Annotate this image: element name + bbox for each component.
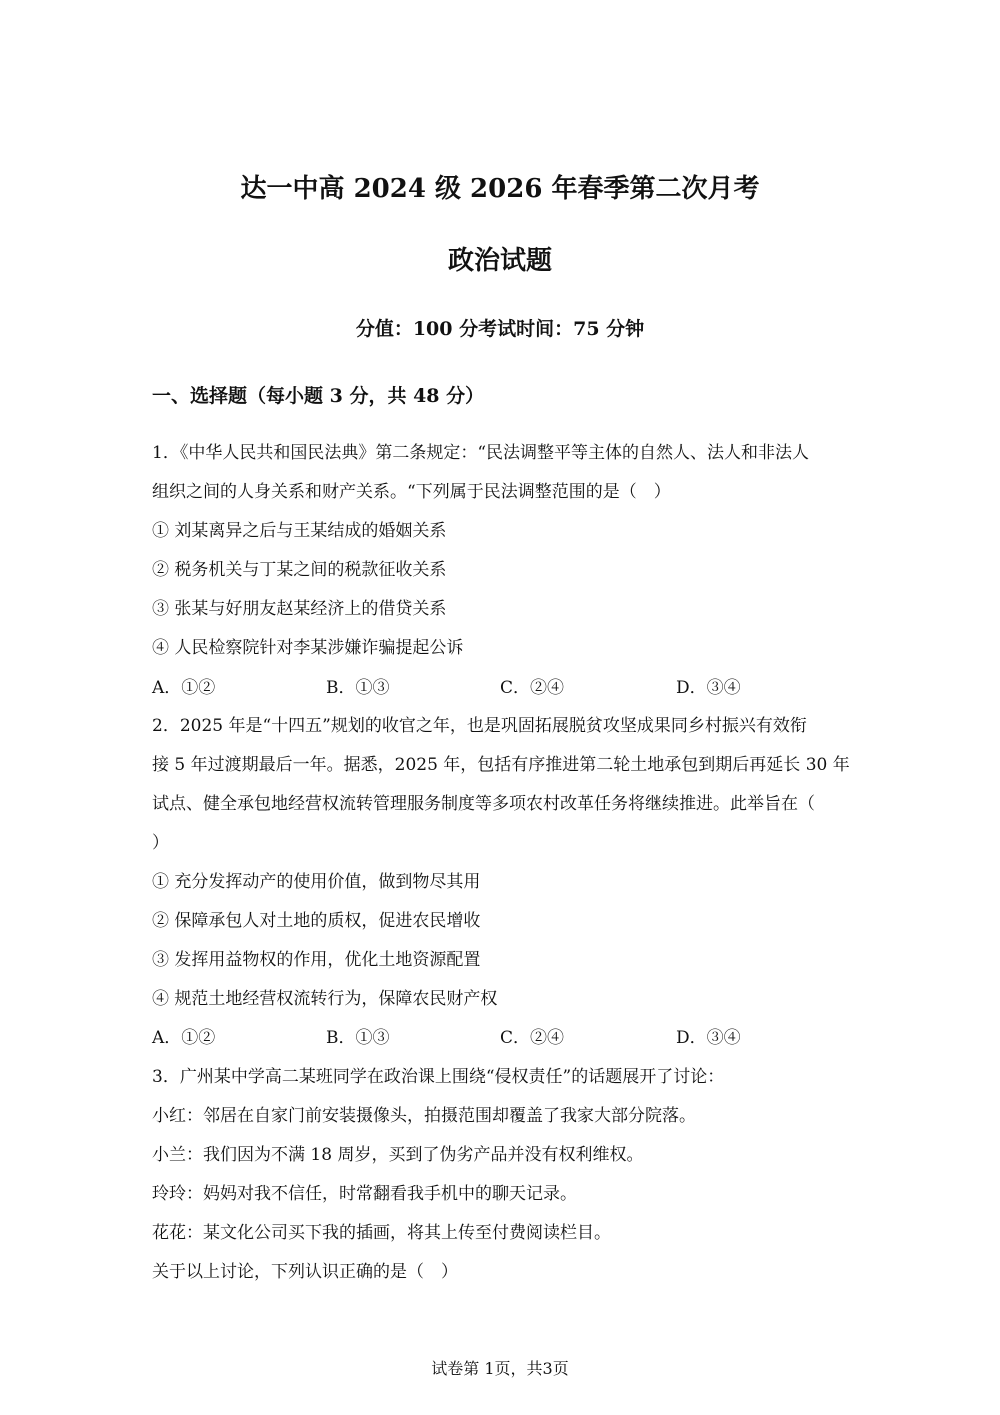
q1-statement-3: ③ 张某与好朋友赵某经济上的借贷关系 (152, 599, 447, 619)
subject-title: 政治试题 (447, 246, 552, 276)
q2-option-d: D．③④ (676, 1028, 741, 1048)
q2-stem-line-1: 2．2025 年是“十四五”规划的收官之年，也是巩固拓展脱贫攻坚成果同乡村振兴有效衔 (152, 716, 807, 736)
q1-statement-1: ① 刘某离异之后与王某结成的婚姻关系 (152, 521, 447, 541)
q2-stem-line-2: 接 5 年过渡期最后一年。据悉，2025 年，包括有序推进第二轮土地承包到期后再延长 30 年 (152, 755, 850, 775)
q1-stem-line-1: 1．《中华人民共和国民法典》第二条规定：“民法调整平等主体的自然人、法人和非法人 (152, 443, 810, 463)
q3-discussion-3: 玲玲：妈妈对我不信任，时常翻看我手机中的聊天记录。 (152, 1184, 577, 1204)
q3-stem: 3．广州某中学高二某班同学在政治课上围绕“侵权责任”的话题展开了讨论： (152, 1067, 725, 1087)
q1-statement-4: ④ 人民检察院针对李某涉嫌诈骗提起公诉 (152, 638, 464, 658)
q2-option-a: A．①② (152, 1028, 216, 1048)
q2-option-b: B．①③ (326, 1028, 390, 1048)
q2-statement-2: ② 保障承包人对土地的质权，促进农民增收 (152, 911, 481, 931)
q3-prompt: 关于以上讨论，下列认识正确的是（ ） (152, 1262, 458, 1282)
q2-stem-line-4: ） (152, 833, 169, 853)
exam-title: 达一中高 2024 级 2026 年春季第二次月考 (240, 174, 760, 204)
q2-statement-4: ④ 规范土地经营权流转行为，保障农民财产权 (152, 989, 498, 1009)
q2-statement-3: ③ 发挥用益物权的作用，优化土地资源配置 (152, 950, 481, 970)
q3-discussion-1: 小红：邻居在自家门前安装摄像头，拍摄范围却覆盖了我家大部分院落。 (152, 1106, 696, 1126)
q1-statement-2: ② 税务机关与丁某之间的税款征收关系 (152, 560, 447, 580)
q2-stem-line-3: 试点、健全承包地经营权流转管理服务制度等多项农村改革任务将继续推进。此举旨在（ (152, 794, 815, 814)
q3-discussion-4: 花花：某文化公司买下我的插画，将其上传至付费阅读栏目。 (152, 1223, 611, 1243)
q1-stem-line-2: 组织之间的人身关系和财产关系。“下列属于民法调整范围的是（ ） (152, 482, 671, 502)
q1-option-d: D．③④ (676, 678, 741, 698)
q2-statement-1: ① 充分发挥动产的使用价值，做到物尽其用 (152, 872, 481, 892)
exam-meta: 分值：100 分考试时间：75 分钟 (355, 318, 645, 340)
q3-discussion-2: 小兰：我们因为不满 18 周岁，买到了伪劣产品并没有权利维权。 (152, 1145, 644, 1165)
q1-option-c: C．②④ (500, 678, 565, 698)
section-heading: 一、选择题（每小题 3 分，共 48 分） (152, 385, 485, 407)
q2-option-c: C．②④ (500, 1028, 565, 1048)
page-footer: 试卷第 1页，共3页 (431, 1359, 569, 1378)
q1-option-b: B．①③ (326, 678, 390, 698)
q1-option-a: A．①② (152, 678, 216, 698)
